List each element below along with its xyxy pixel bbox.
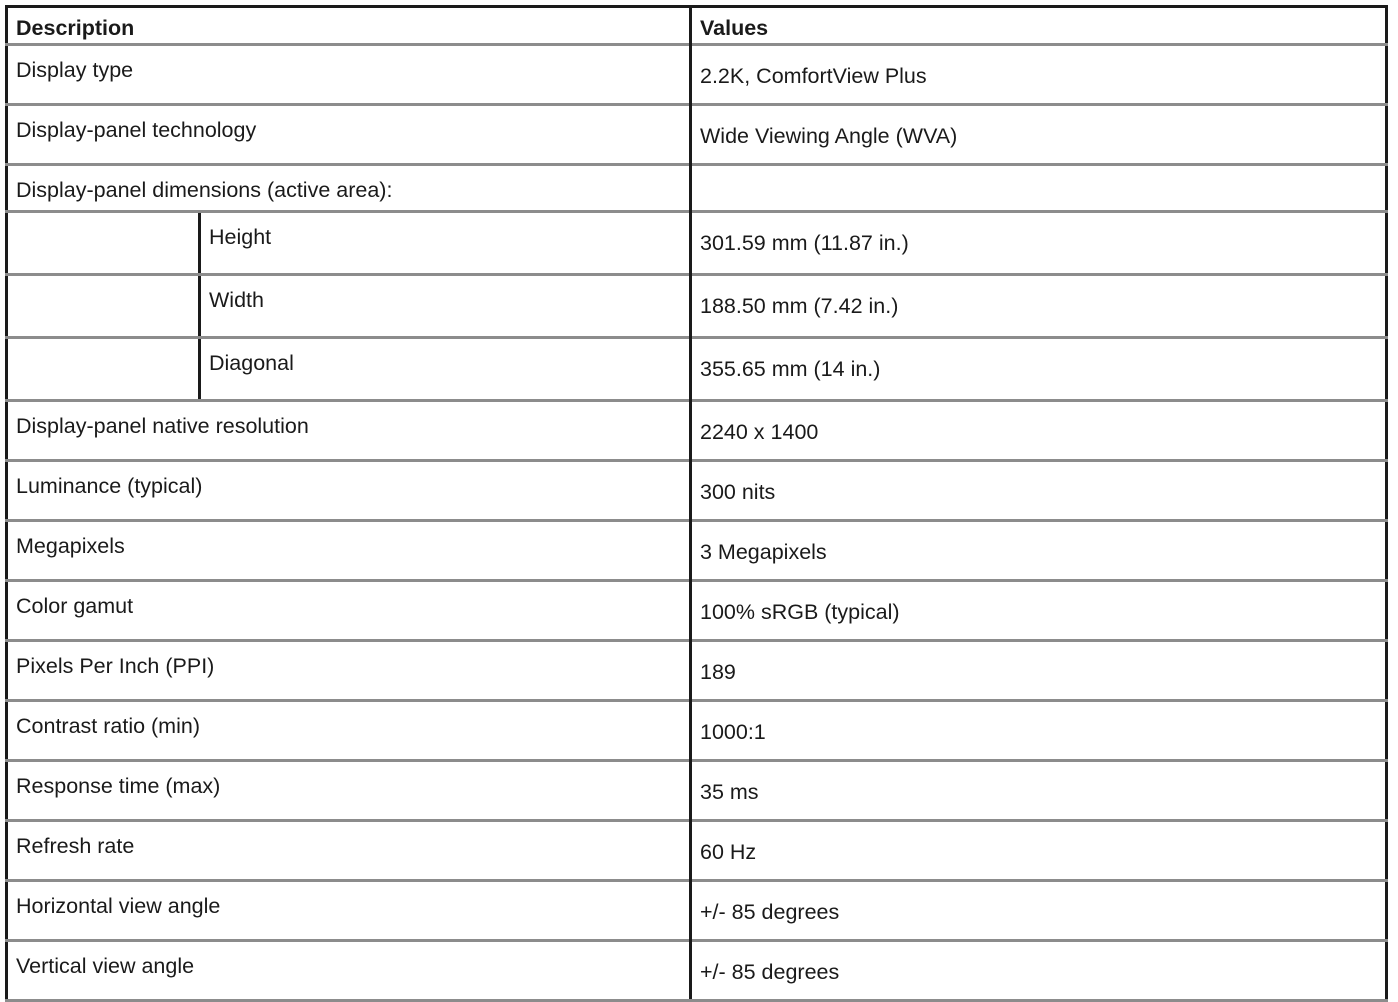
table-subrow bbox=[7, 338, 1387, 401]
table-row bbox=[7, 521, 1387, 581]
row-label: Contrast ratio (min) bbox=[7, 701, 691, 761]
row-value: 3 Megapixels bbox=[691, 521, 1387, 581]
row-value bbox=[691, 165, 1387, 212]
subrow-indent bbox=[8, 339, 201, 399]
table-row bbox=[7, 641, 1387, 701]
row-label: Height bbox=[209, 225, 272, 249]
row-label: Diagonal bbox=[209, 351, 294, 375]
table-subrow bbox=[7, 275, 1387, 338]
row-value: 300 nits bbox=[691, 461, 1387, 521]
display-specifications-table bbox=[5, 5, 1388, 1002]
row-label: Display-panel technology bbox=[7, 105, 691, 165]
row-value: 189 bbox=[691, 641, 1387, 701]
row-value: Wide Viewing Angle (WVA) bbox=[691, 105, 1387, 165]
subrow-indent bbox=[8, 213, 201, 273]
table-row bbox=[7, 941, 1387, 1001]
table-row bbox=[7, 761, 1387, 821]
row-label: Display type bbox=[7, 45, 691, 105]
row-value: 60 Hz bbox=[691, 821, 1387, 881]
row-label: Color gamut bbox=[7, 581, 691, 641]
table-row bbox=[7, 821, 1387, 881]
table-header-row bbox=[7, 7, 1387, 45]
table-row bbox=[7, 581, 1387, 641]
subrow-indent bbox=[8, 276, 201, 336]
header-values: Values bbox=[691, 7, 1387, 45]
row-label: Response time (max) bbox=[7, 761, 691, 821]
subrow-label-cell bbox=[7, 338, 691, 401]
row-value: 2240 x 1400 bbox=[691, 401, 1387, 461]
table-row bbox=[7, 105, 1387, 165]
row-label: Pixels Per Inch (PPI) bbox=[7, 641, 691, 701]
row-value: 188.50 mm (7.42 in.) bbox=[691, 275, 1387, 338]
row-label: Horizontal view angle bbox=[7, 881, 691, 941]
row-value: 35 ms bbox=[691, 761, 1387, 821]
row-label: Display-panel dimensions (active area): bbox=[7, 165, 691, 212]
row-label: Width bbox=[209, 288, 264, 312]
row-value: 1000:1 bbox=[691, 701, 1387, 761]
row-label: Luminance (typical) bbox=[7, 461, 691, 521]
row-value: +/- 85 degrees bbox=[691, 881, 1387, 941]
table-row-group-heading bbox=[7, 165, 1387, 212]
table-row bbox=[7, 701, 1387, 761]
table-row bbox=[7, 45, 1387, 105]
row-value: 100% sRGB (typical) bbox=[691, 581, 1387, 641]
subrow-label-cell bbox=[7, 212, 691, 275]
table-row bbox=[7, 401, 1387, 461]
row-label: Megapixels bbox=[7, 521, 691, 581]
table-subrow bbox=[7, 212, 1387, 275]
table-row bbox=[7, 461, 1387, 521]
table-row bbox=[7, 881, 1387, 941]
row-value: +/- 85 degrees bbox=[691, 941, 1387, 1001]
row-value: 355.65 mm (14 in.) bbox=[691, 338, 1387, 401]
row-value: 2.2K, ComfortView Plus bbox=[691, 45, 1387, 105]
row-label: Refresh rate bbox=[7, 821, 691, 881]
row-label: Vertical view angle bbox=[7, 941, 691, 1001]
subrow-label-cell bbox=[7, 275, 691, 338]
row-value: 301.59 mm (11.87 in.) bbox=[691, 212, 1387, 275]
row-label: Display-panel native resolution bbox=[7, 401, 691, 461]
header-description: Description bbox=[7, 7, 691, 45]
